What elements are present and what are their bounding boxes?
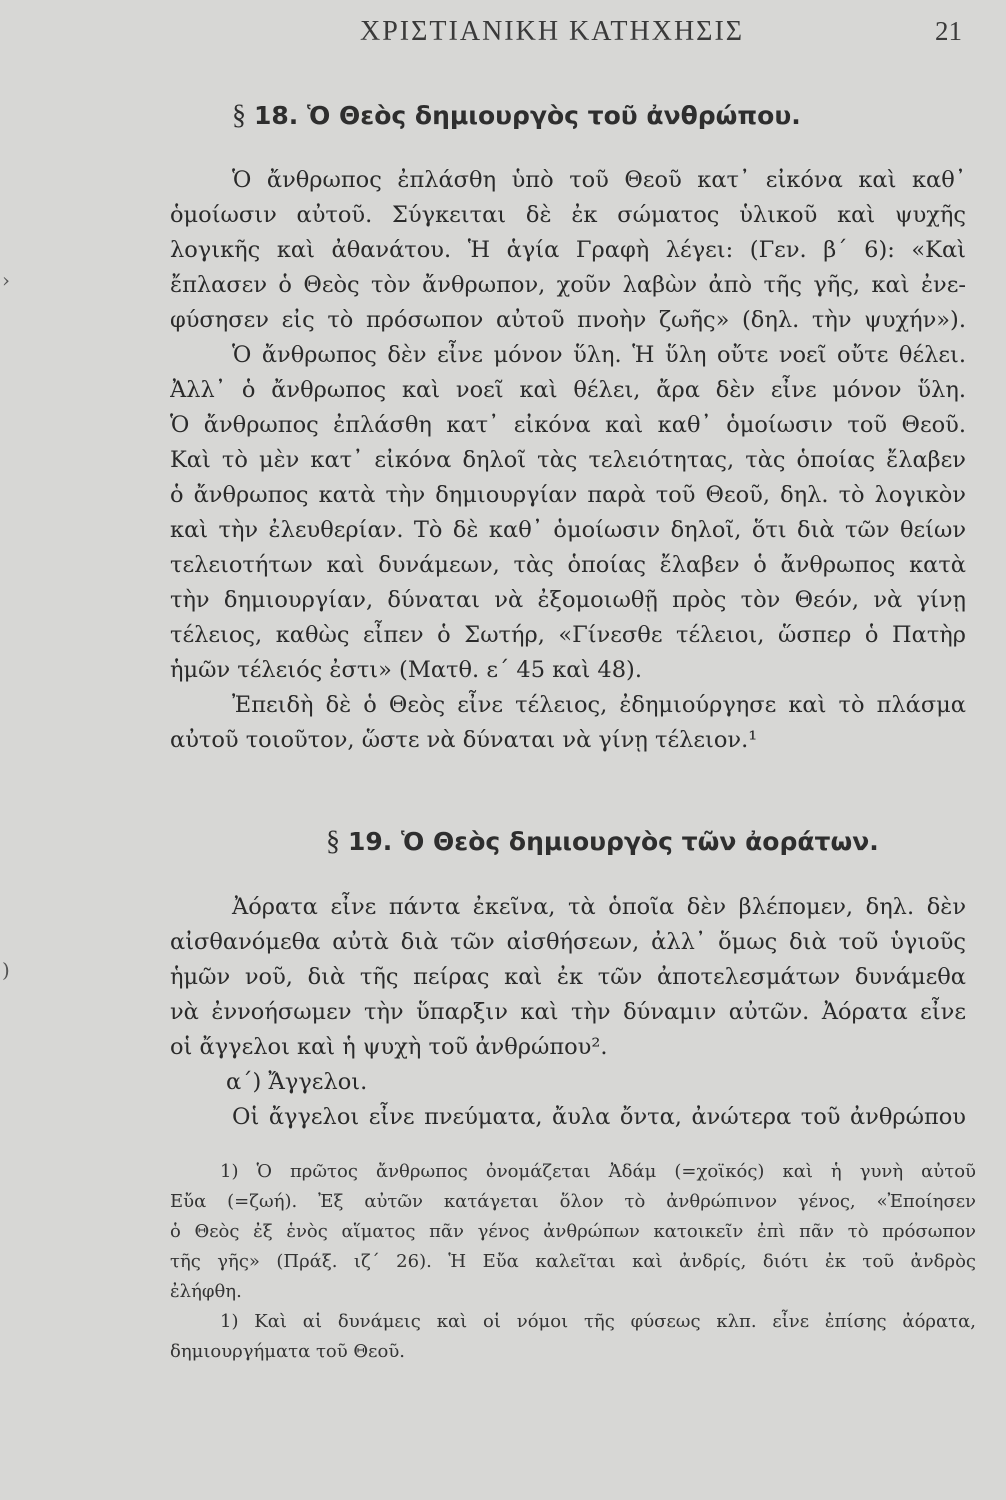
text-line: Ὁ ἄνθρωπος δὲν εἶνε μόνον ὕλη. Ἡ ὕλη οὔτε νοεῖ οὔτε θέλει. [232, 342, 966, 368]
subheading-angels: α΄) Ἄγγελοι. [226, 1069, 368, 1095]
text-line: Ἐπειδὴ δὲ ὁ Θεὸς εἶνε τέλειος, ἐδημιούργησε καὶ τὸ πλάσμα [232, 692, 966, 718]
section-19-title: 19. Ὁ Θεὸς δημιουργὸς τῶν ἀοράτων. [348, 827, 879, 856]
footnotes [170, 1157, 976, 1367]
text-line: τελειοτήτων καὶ δυνάμεων, τὰς ὁποίας ἔλαβεν ὁ ἄνθρωπος κατὰ [170, 552, 966, 578]
margin-mark: › [2, 268, 10, 292]
footnote-line: 1) Καὶ αἱ δυνάμεις καὶ οἱ νόμοι τῆς φύσεως κλπ. εἶνε ἐπίσης ἀόρατα, [220, 1311, 976, 1332]
section-sign: § [326, 826, 340, 857]
running-title: ΧΡΙΣΤΙΑΝΙΚΗ ΚΑΤΗΧΗΣΙΣ [360, 16, 745, 47]
footnote-line: δημιουργήματα τοῦ Θεοῦ. [170, 1341, 406, 1362]
footnote-line: 1) Ὁ πρῶτος ἄνθρωπος ὀνομάζεται Ἀδάμ (=χοϊκός) καὶ ἡ γυνὴ αὐτοῦ [220, 1161, 976, 1182]
text-line: ὁμοίωσιν αὐτοῦ. Σύγκειται δὲ ἐκ σώματος ὑλικοῦ καὶ ψυχῆς [170, 202, 966, 228]
text-line: νὰ ἐννοήσωμεν τὴν ὕπαρξιν καὶ τὴν δύναμιν αὐτῶν. Ἀόρατα εἶνε [170, 999, 966, 1025]
footnote-line: ἐλήφθη. [170, 1281, 242, 1302]
text-line: οἱ ἄγγελοι καὶ ἡ ψυχὴ τοῦ ἀνθρώπου². [170, 1034, 608, 1060]
text-line: ὁ ἄνθρωπος κατὰ τὴν δημιουργίαν παρὰ τοῦ Θεοῦ, δηλ. τὸ λογικὸν [170, 482, 966, 508]
text-line: τέλειος, καθὼς εἶπεν ὁ Σωτήρ, «Γίνεσθε τέλειοι, ὥσπερ ὁ Πατὴρ [170, 622, 966, 648]
footnote-line: Εὔα (=ζωή). Ἐξ αὐτῶν κατάγεται ὅλον τὸ ἀνθρώπινον γένος, «Ἐποίησεν [170, 1191, 976, 1212]
text-line: Καὶ τὸ μὲν κατ᾽ εἰκόνα δηλοῖ τὰς τελειότητας, τὰς ὁποίας ἔλαβεν [170, 447, 966, 473]
page-number: 21 [935, 16, 962, 46]
section-18-title: 18. Ὁ Θεὸς δημιουργὸς τοῦ ἀνθρώπου. [254, 101, 801, 130]
section-19-heading [326, 826, 879, 858]
page-header [0, 16, 1006, 56]
text-line: τὴν δημιουργίαν, δύναται νὰ ἐξομοιωθῇ πρὸς τὸν Θεόν, νὰ γίνῃ [170, 587, 966, 613]
footnote-line: τῆς γῆς» (Πράξ. ιζ΄ 26). Ἡ Εὔα καλεῖται καὶ ἀνδρίς, διότι ἐκ τοῦ ἀνδρὸς [170, 1251, 976, 1272]
text-line: ἡμῶν νοῦ, διὰ τῆς πείρας καὶ ἐκ τῶν ἀποτελεσμάτων δυνάμεθα [170, 964, 966, 990]
text-line: αἰσθανόμεθα αὐτὰ διὰ τῶν αἰσθήσεων, ἀλλ᾽ ὅμως διὰ τοῦ ὑγιοῦς [170, 929, 966, 955]
text-line: καὶ τὴν ἐλευθερίαν. Τὸ δὲ καθ᾽ ὁμοίωσιν δηλοῖ, ὅτι διὰ τῶν θείων [170, 517, 966, 543]
text-line: Ἀλλ᾽ ὁ ἄνθρωπος καὶ νοεῖ καὶ θέλει, ἄρα δὲν εἶνε μόνον ὕλη. [170, 377, 966, 403]
text-line: ἡμῶν τέλειός ἐστι» (Ματθ. ε΄ 45 καὶ 48). [170, 657, 642, 683]
text-line: Ὁ ἄνθρωπος ἐπλάσθη ὑπὸ τοῦ Θεοῦ κατ᾽ εἰκόνα καὶ καθ᾽ [232, 167, 966, 193]
section-sign: § [232, 100, 246, 131]
text-line: φύσησεν εἰς τὸ πρόσωπον αὐτοῦ πνοὴν ζωῆς» (δηλ. τὴν ψυχήν»). [170, 307, 966, 333]
footnote-line: ὁ Θεὸς ἐξ ἑνὸς αἵματος πᾶν γένος ἀνθρώπων κατοικεῖν ἐπὶ πᾶν τὸ πρόσωπον [170, 1221, 976, 1242]
section-18-body [170, 163, 966, 758]
margin-mark: ) [2, 958, 10, 982]
text-line: ἔπλασεν ὁ Θεὸς τὸν ἄνθρωπον, χοῦν λαβὼν ἀπὸ τῆς γῆς, καὶ ἐνε- [170, 272, 966, 298]
section-19-body [170, 890, 966, 1135]
section-18-heading [232, 100, 801, 132]
text-line: Ὁ ἄνθρωπος ἐπλάσθη κατ᾽ εἰκόνα καὶ καθ᾽ ὁμοίωσιν τοῦ Θεοῦ. [170, 412, 966, 438]
text-line: Ἀόρατα εἶνε πάντα ἐκεῖνα, τὰ ὁποῖα δὲν βλέπομεν, δηλ. δὲν [232, 894, 966, 920]
text-line: αὐτοῦ τοιοῦτον, ὥστε νὰ δύναται νὰ γίνῃ τέλειον.¹ [170, 727, 758, 753]
text-line: Οἱ ἄγγελοι εἶνε πνεύματα, ἄυλα ὄντα, ἀνώτερα τοῦ ἀνθρώπου [232, 1104, 966, 1130]
text-line: λογικῆς καὶ ἀθανάτου. Ἡ ἁγία Γραφὴ λέγει: (Γεν. β΄ 6): «Καὶ [170, 237, 966, 263]
